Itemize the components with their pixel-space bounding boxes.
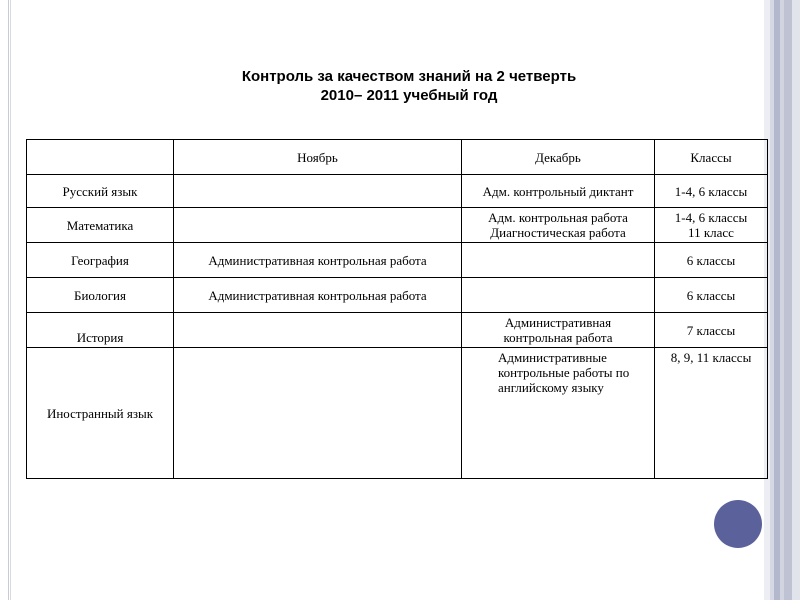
classes-line: 7 классы	[686, 322, 736, 338]
subject-cell: География	[27, 243, 174, 278]
table-header-row	[27, 140, 768, 175]
subject-cell: Иностранный язык	[27, 348, 174, 479]
november-cell: Административная контрольная работа	[174, 278, 462, 313]
december-line: Диагностическая работа	[490, 225, 626, 240]
december-cell	[462, 175, 655, 208]
december-line: контрольная работа	[503, 330, 613, 345]
table-row	[27, 175, 768, 208]
classes-line: 1-4, 6 классы	[674, 210, 748, 225]
header-cell-december: Декабрь	[462, 140, 655, 175]
december-cell	[462, 278, 655, 313]
december-line: Административные	[498, 350, 607, 365]
classes-line: 6 классы	[686, 287, 736, 303]
subject-cell: Русский язык	[27, 175, 174, 208]
subject-cell: История	[27, 313, 174, 348]
classes-line: 6 классы	[686, 252, 736, 268]
header-cell-classes: Классы	[655, 140, 768, 175]
november-cell	[174, 313, 462, 348]
december-cell	[462, 348, 655, 479]
classes-cell	[655, 278, 768, 313]
december-line: английскому языку	[498, 380, 604, 395]
december-cell	[462, 208, 655, 243]
classes-line: 8, 9, 11 классы	[670, 350, 752, 365]
header-cell-november: Ноябрь	[174, 140, 462, 175]
november-cell	[174, 348, 462, 479]
classes-cell	[655, 313, 768, 348]
november-cell: Административная контрольная работа	[174, 243, 462, 278]
classes-line: 11 класс	[688, 225, 734, 240]
classes-cell	[655, 175, 768, 208]
slide-title	[120, 67, 698, 105]
classes-cell	[655, 208, 768, 243]
decor-bar-5	[784, 0, 792, 600]
right-decorative-bars	[764, 0, 800, 600]
subject-cell: Математика	[27, 208, 174, 243]
subject-cell: Биология	[27, 278, 174, 313]
december-cell	[462, 313, 655, 348]
control-schedule-table	[26, 139, 768, 479]
table-row	[27, 208, 768, 243]
decorative-circle	[714, 500, 762, 548]
title-line-2: 2010– 2011 учебный год	[320, 87, 498, 104]
slide-left-border-line	[8, 0, 9, 600]
december-line: Адм. контрольная работа	[488, 210, 628, 225]
table-row	[27, 243, 768, 278]
slide-left-border-line-inner	[10, 0, 11, 600]
title-line-1: Контроль за качеством знаний на 2 четверть	[241, 68, 577, 85]
table-row	[27, 313, 768, 348]
decor-bar-6	[792, 0, 800, 600]
table-row	[27, 348, 768, 479]
classes-line: 1-4, 6 классы	[674, 183, 748, 199]
classes-cell	[655, 348, 768, 479]
december-line: контрольные работы по	[498, 365, 630, 380]
november-cell	[174, 208, 462, 243]
header-cell-subject	[27, 140, 174, 175]
december-line: Адм. контрольный диктант	[482, 183, 634, 199]
november-cell	[174, 175, 462, 208]
classes-cell	[655, 243, 768, 278]
december-line: Административная	[504, 315, 612, 330]
december-cell	[462, 243, 655, 278]
table-row	[27, 278, 768, 313]
